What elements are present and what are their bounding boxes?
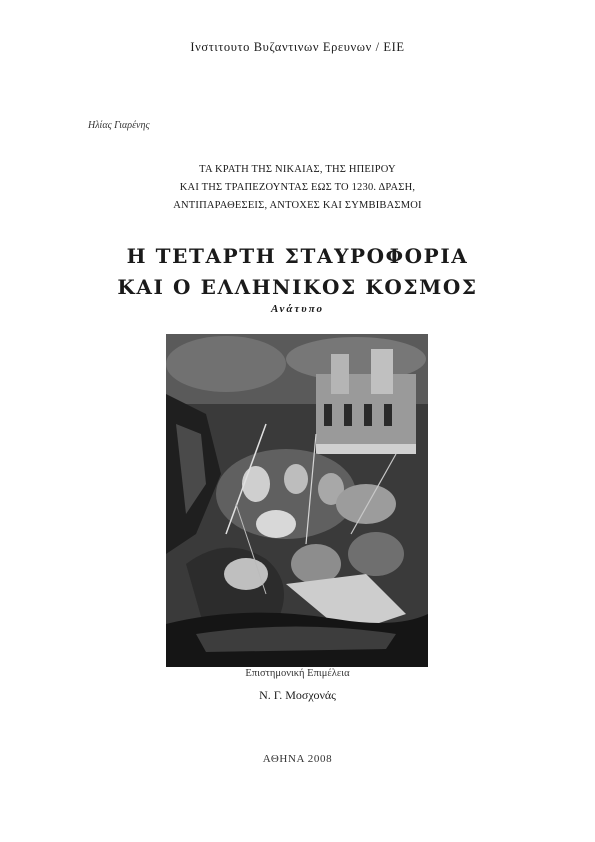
reprint-label: Ανάτυπο: [270, 303, 325, 315]
editor-name: Ν. Γ. Μοσχονάς: [259, 688, 336, 702]
editor-label: Επιστημονική Επιμέλεια: [245, 668, 350, 679]
title-line: Η ΤΕΤΑΡΤΗ ΣΤΑΥΡΟΦΟΡΙΑ: [126, 244, 469, 268]
illustration-artwork: [166, 334, 428, 667]
subtitle-line: ΤΑ ΚΡΑΤΗ ΤΗΣ ΝΙΚΑΙΑΣ, ΤΗΣ ΗΠΕΙΡΟΥ: [199, 164, 396, 175]
main-title: [0, 241, 595, 303]
place-year: ΑΘΗΝΑ 2008: [262, 753, 333, 765]
institute-header: Ινστιτουτο Βυζαντινων Ερευνων / ΕΙΕ: [190, 40, 405, 54]
title-line: ΚΑΙ Ο ΕΛΛΗΝΙΚΟΣ ΚΟΣΜΟΣ: [117, 275, 478, 299]
subtitle-block: [0, 161, 595, 215]
subtitle-line: ΑΝΤΙΠΑΡΑΘΕΣΕΙΣ, ΑΝΤΟΧΕΣ ΚΑΙ ΣΥΜΒΙΒΑΣΜΟΙ: [173, 200, 422, 211]
author-name: Ηλίας Γιαρένης: [88, 120, 150, 131]
subtitle-line: ΚΑΙ ΤΗΣ ΤΡΑΠΕΖΟΥΝΤΑΣ ΕΩΣ ΤΟ 1230. ΔΡΑΣΗ,: [179, 182, 416, 193]
cover-illustration: [166, 334, 428, 667]
